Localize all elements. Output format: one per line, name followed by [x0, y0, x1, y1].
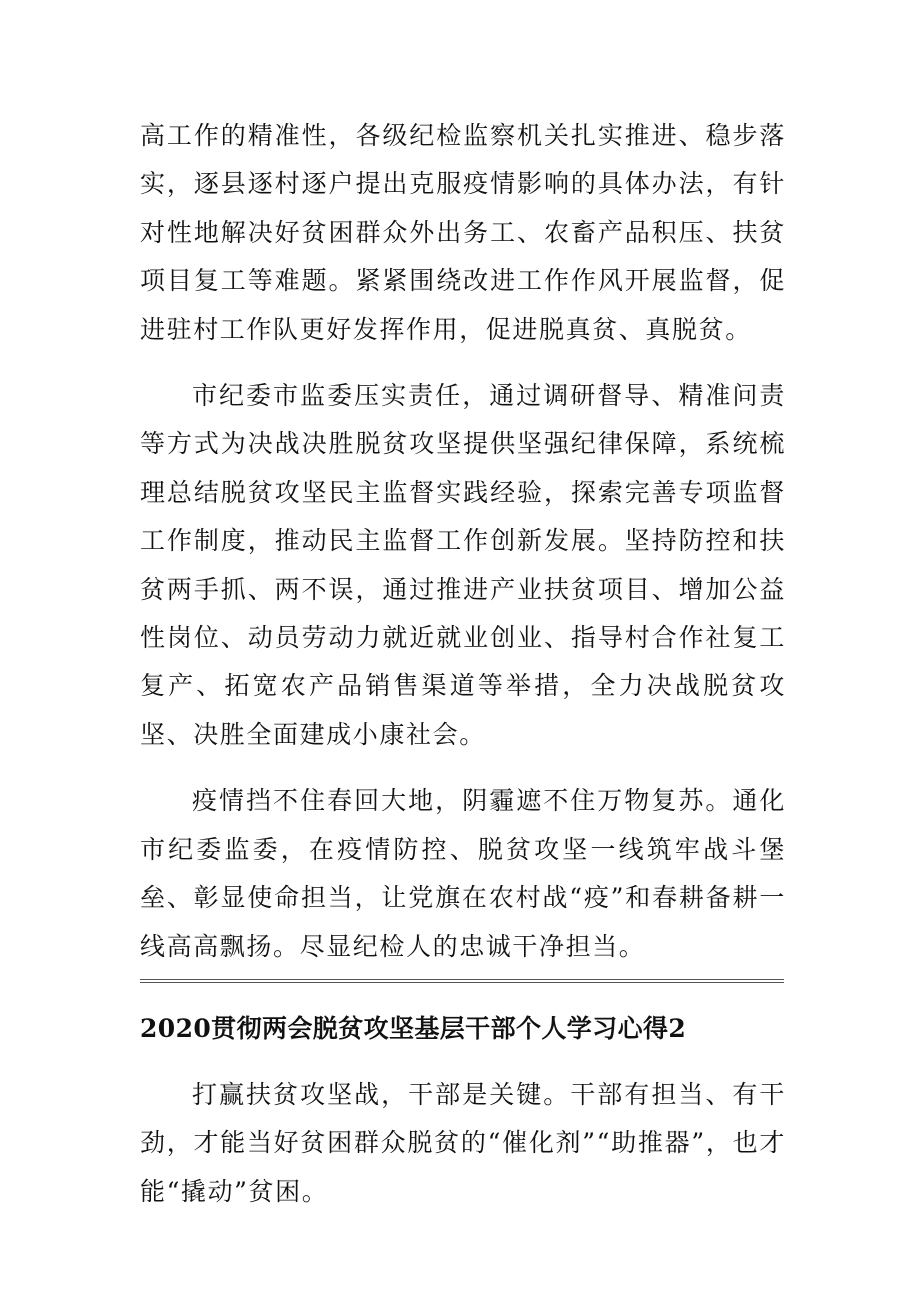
- section-divider-inner-line: [140, 982, 784, 983]
- document-body: [140, 112, 786, 1216]
- paragraph-spacer: [140, 354, 786, 372]
- paragraph-spacer: [140, 759, 786, 777]
- paragraph-3: 疫情挡不住春回大地，阴霾遮不住万物复苏。通化市纪委监委，在疫情防控、脱贫攻坚一线筑牢战斗堡垒、彰显使命担当，让党旗在农村战“疫”和春耕备耕一线高高飘扬。尽显纪检人的忠诚干净担当。: [140, 786, 786, 961]
- section-heading: 2020贯彻两会脱贫攻坚基层干部个人学习心得2: [140, 1013, 687, 1043]
- paragraph-4: 打赢扶贫攻坚战，干部是关键。干部有担当、有干劲，才能当好贫困群众脱贫的“催化剂”“助推器”，也才能“撬动”贫困。: [140, 1079, 786, 1206]
- section-divider: [140, 979, 784, 983]
- paragraph-2: 市纪委市监委压实责任，通过调研督导、精准问责等方式为决战决胜脱贫攻坚提供坚强纪律保障，系统梳理总结脱贫攻坚民主监督实践经验，探索完善专项监督工作制度，推动民主监督工作创新发展。坚持防控和扶贫两手抓、两不误，通过推进产业扶贫项目、增加公益性岗位、动员劳动力就近就业创业、指导村合作社复工复产、拓宽农产品销售渠道等举措，全力决战脱贫攻坚、决胜全面建成小康社会。: [140, 381, 786, 749]
- paragraph-1: 高工作的精准性，各级纪检监察机关扎实推进、稳步落实，逐县逐村逐户提出克服疫情影响的具体办法，有针对性地解决好贫困群众外出务工、农畜产品积压、扶贫项目复工等难题。紧紧围绕改进工作作风开展监督，促进驻村工作队更好发挥作用，促进脱真贫、真脱贫。: [140, 121, 786, 344]
